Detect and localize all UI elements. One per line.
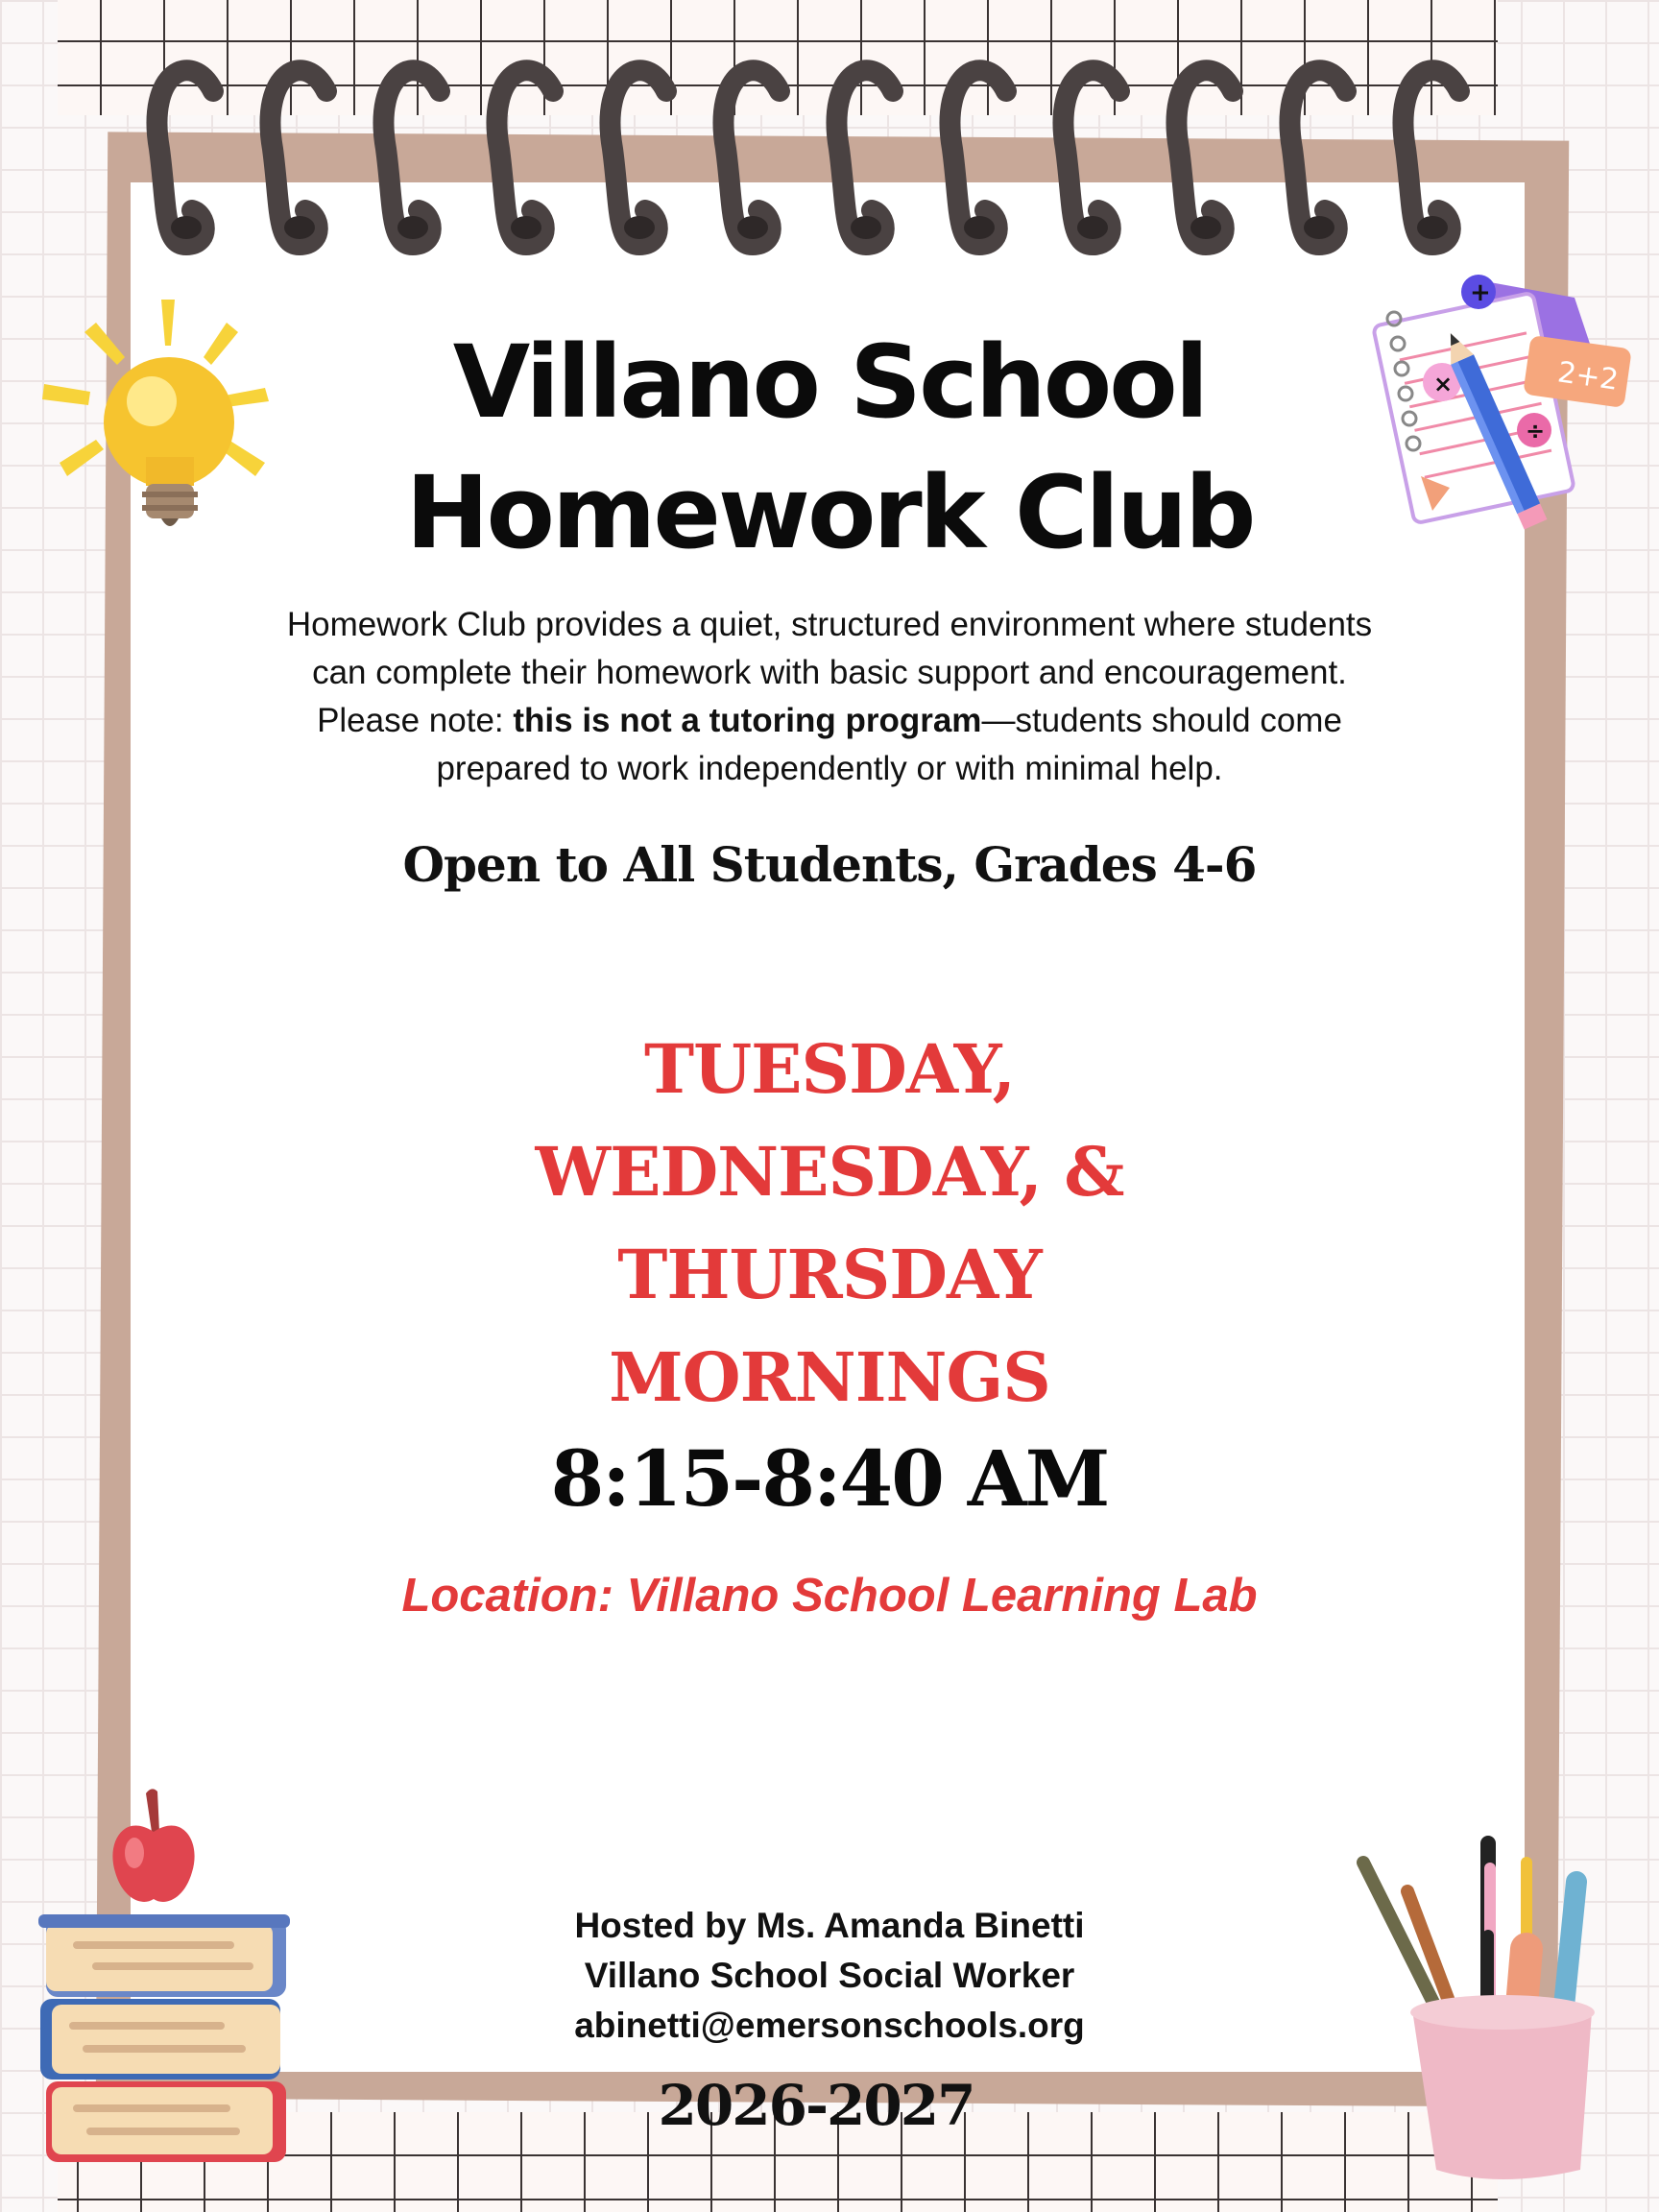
apple-icon <box>112 1789 194 1902</box>
svg-text:÷: ÷ <box>1526 418 1546 445</box>
description-line-3-end: —students should come <box>981 702 1342 739</box>
schedule-time: 8:15-8:40 AM <box>550 1433 1109 1524</box>
host-email[interactable]: abinetti@emersonschools.org <box>574 2006 1085 2045</box>
spiral-ring <box>270 70 326 245</box>
host-info <box>0 1901 1659 2051</box>
spiral-ring <box>156 70 213 245</box>
svg-text:+: + <box>1470 278 1491 307</box>
description-line-4: prepared to work independently or with minimal help. <box>436 750 1223 787</box>
description <box>0 601 1659 793</box>
spiral-ring <box>496 70 553 245</box>
page-title <box>0 317 1659 578</box>
schedule-day-2: WEDNESDAY, & <box>535 1132 1124 1212</box>
schedule-day-4: MORNINGS <box>609 1337 1050 1417</box>
spiral-ring <box>723 70 780 245</box>
not-tutoring-note: this is not a tutoring program <box>513 702 982 739</box>
schedule-day-1: TUESDAY, <box>644 1029 1015 1109</box>
title-line-1: Villano School <box>452 324 1207 441</box>
description-line-1: Homework Club provides a quiet, structured environment where students <box>286 606 1373 643</box>
eligibility-heading: Open to All Students, Grades 4-6 <box>402 836 1257 893</box>
spiral-ring <box>1403 70 1459 245</box>
description-line-3 <box>0 697 1659 745</box>
schedule-days <box>0 1018 1659 1429</box>
spiral-ring <box>1063 70 1119 245</box>
title-line-2: Homework Club <box>405 454 1254 571</box>
description-line-2: can complete their homework with basic support and encouragement. <box>312 654 1347 691</box>
schedule-day-3: THURSDAY <box>617 1235 1042 1314</box>
spiral-rings <box>125 53 1488 283</box>
description-line-3-start: Please note: <box>317 702 514 739</box>
spiral-ring <box>836 70 893 245</box>
svg-text:2+2: 2+2 <box>1555 355 1621 397</box>
spiral-ring <box>610 70 666 245</box>
host-name: Hosted by Ms. Amanda Binetti <box>574 1906 1085 1945</box>
school-year: 2026-2027 <box>658 2073 974 2138</box>
host-role: Villano School Social Worker <box>584 1956 1075 1995</box>
spiral-ring <box>950 70 1006 245</box>
svg-text:×: × <box>1433 371 1454 397</box>
location: Location: Villano School Learning Lab <box>401 1570 1258 1622</box>
spiral-ring <box>1176 70 1233 245</box>
spiral-ring <box>1289 70 1346 245</box>
spiral-ring <box>383 70 440 245</box>
